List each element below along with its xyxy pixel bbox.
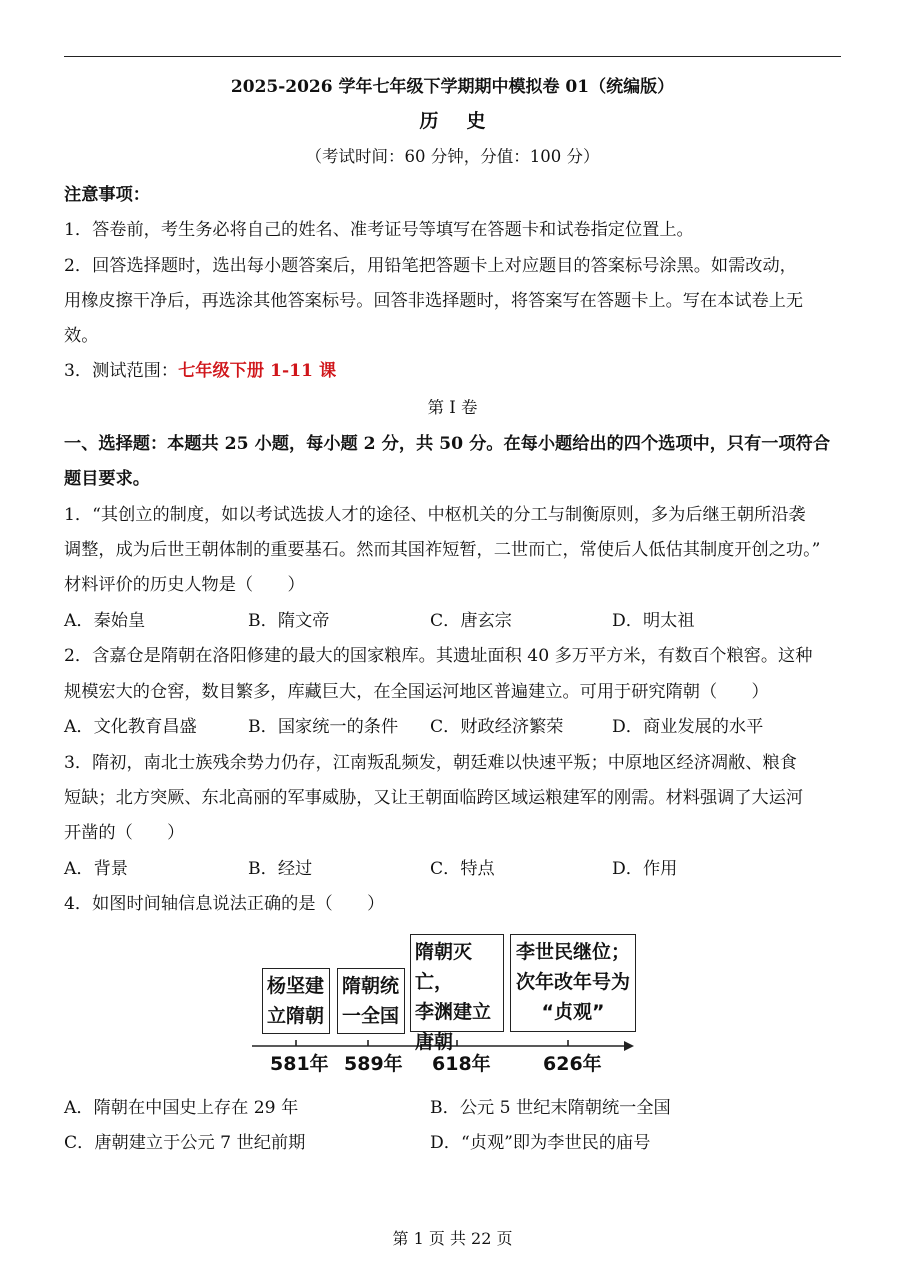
notice-item-1: 1．答卷前，考生务必将自己的姓名、准考证号等填写在答题卡和试卷指定位置上。 xyxy=(64,220,694,240)
timeline-event-box: 隋朝统 一全国 xyxy=(337,968,405,1034)
q3-option-d[interactable]: D．作用 xyxy=(612,859,678,879)
subject-title: 历史 xyxy=(419,110,514,132)
exam-title: 2025-2026 学年七年级下学期期中模拟卷 01（统编版） xyxy=(230,77,675,97)
timeline-event-box: 隋朝灭亡， 李渊建立 唐朝 xyxy=(410,934,504,1032)
q1-stem-line-3: 材料评价的历史人物是（ ） xyxy=(64,575,305,595)
notice-item-2-line-2: 用橡皮擦干净后，再选涂其他答案标号。回答非选择题时，将答案写在答题卡上。写在本试卷上无 xyxy=(64,291,804,311)
q3-option-a[interactable]: A．背景 xyxy=(64,859,128,879)
q3-stem-line-1: 3．隋初，南北士族残余势力仍存，江南叛乱频发，朝廷难以快速平叛；中原地区经济凋敝、粮食 xyxy=(64,753,797,773)
notice-item-3-prefix: 3．测试范围： xyxy=(64,361,179,381)
notice-item-3 xyxy=(64,356,336,381)
q2-option-a[interactable]: A．文化教育昌盛 xyxy=(64,717,197,737)
q4-option-c[interactable]: C．唐朝建立于公元 7 世纪前期 xyxy=(64,1133,306,1153)
q4-option-d[interactable]: D．“贞观”即为李世民的庙号 xyxy=(430,1133,651,1153)
q1-stem-line-2: 调整，成为后世王朝体制的重要基石。然而其国祚短暂，二世而亡，常使后人低估其制度开创之功。” xyxy=(64,540,821,560)
timeline-year-label: 626年 xyxy=(543,1053,602,1075)
q2-stem-line-2: 规模宏大的仓窖，数目繁多，库藏巨大，在全国运河地区普遍建立。可用于研究隋朝（ ） xyxy=(64,682,769,702)
q4-option-a[interactable]: A．隋朝在中国史上存在 29 年 xyxy=(64,1098,299,1118)
timeline-year-label: 589年 xyxy=(344,1053,403,1075)
q2-option-c[interactable]: C．财政经济繁荣 xyxy=(430,717,564,737)
timeline-event-box: 李世民继位； 次年改年号为 “贞观” xyxy=(510,934,636,1032)
q1-option-b[interactable]: B．隋文帝 xyxy=(248,611,330,631)
q1-option-a[interactable]: A．秦始皇 xyxy=(64,611,146,631)
section-heading-line-2: 题目要求。 xyxy=(64,469,150,489)
q1-stem-line-1: 1．“其创立的制度，如以考试选拔人才的途径、中枢机关的分工与制衡原则，多为后继王朝所沿袭 xyxy=(64,505,806,525)
q3-stem-line-2: 短缺；北方突厥、东北高丽的军事威胁，又让王朝面临跨区域运粮建军的刚需。材料强调了大运河 xyxy=(64,788,804,808)
q3-option-c[interactable]: C．特点 xyxy=(430,859,495,879)
header-rule xyxy=(64,56,841,57)
notice-item-2-line-1: 2．回答选择题时，选出每小题答案后，用铅笔把答题卡上对应题目的答案标号涂黑。如需改动， xyxy=(64,256,797,276)
notice-heading: 注意事项： xyxy=(64,185,150,205)
timeline-year-label: 581年 xyxy=(270,1053,329,1075)
q2-option-b[interactable]: B．国家统一的条件 xyxy=(248,717,399,737)
q4-option-b[interactable]: B．公元 5 世纪末隋朝统一全国 xyxy=(430,1098,671,1118)
section-heading-line-1: 一、选择题：本题共 25 小题，每小题 2 分，共 50 分。在每小题给出的四个选项中，只有一项符合 xyxy=(64,434,831,454)
q3-option-b[interactable]: B．经过 xyxy=(248,859,313,879)
q2-option-d[interactable]: D．商业发展的水平 xyxy=(612,717,764,737)
q3-stem-line-3: 开凿的（ ） xyxy=(64,823,185,843)
test-scope: 七年级下册 1-11 课 xyxy=(178,361,337,381)
timeline-event-box: 杨坚建 立隋朝 xyxy=(262,968,330,1034)
timeline-arrow-icon xyxy=(624,1041,634,1051)
q1-option-d[interactable]: D．明太祖 xyxy=(612,611,695,631)
volume-label: 第 I 卷 xyxy=(427,398,478,417)
timeline-year-label: 618年 xyxy=(432,1053,491,1075)
q2-stem-line-1: 2．含嘉仓是隋朝在洛阳修建的最大的国家粮库。其遗址面积 40 多万平方米，有数百个粮窖。这种 xyxy=(64,646,813,666)
q1-option-c[interactable]: C．唐玄宗 xyxy=(430,611,512,631)
page-footer: 第 1 页 共 22 页 xyxy=(392,1229,513,1248)
q4-stem: 4．如图时间轴信息说法正确的是（ ） xyxy=(64,894,385,914)
notice-item-2-line-3: 效。 xyxy=(64,326,99,346)
exam-info: （考试时间：60 分钟，分值：100 分） xyxy=(305,147,600,166)
